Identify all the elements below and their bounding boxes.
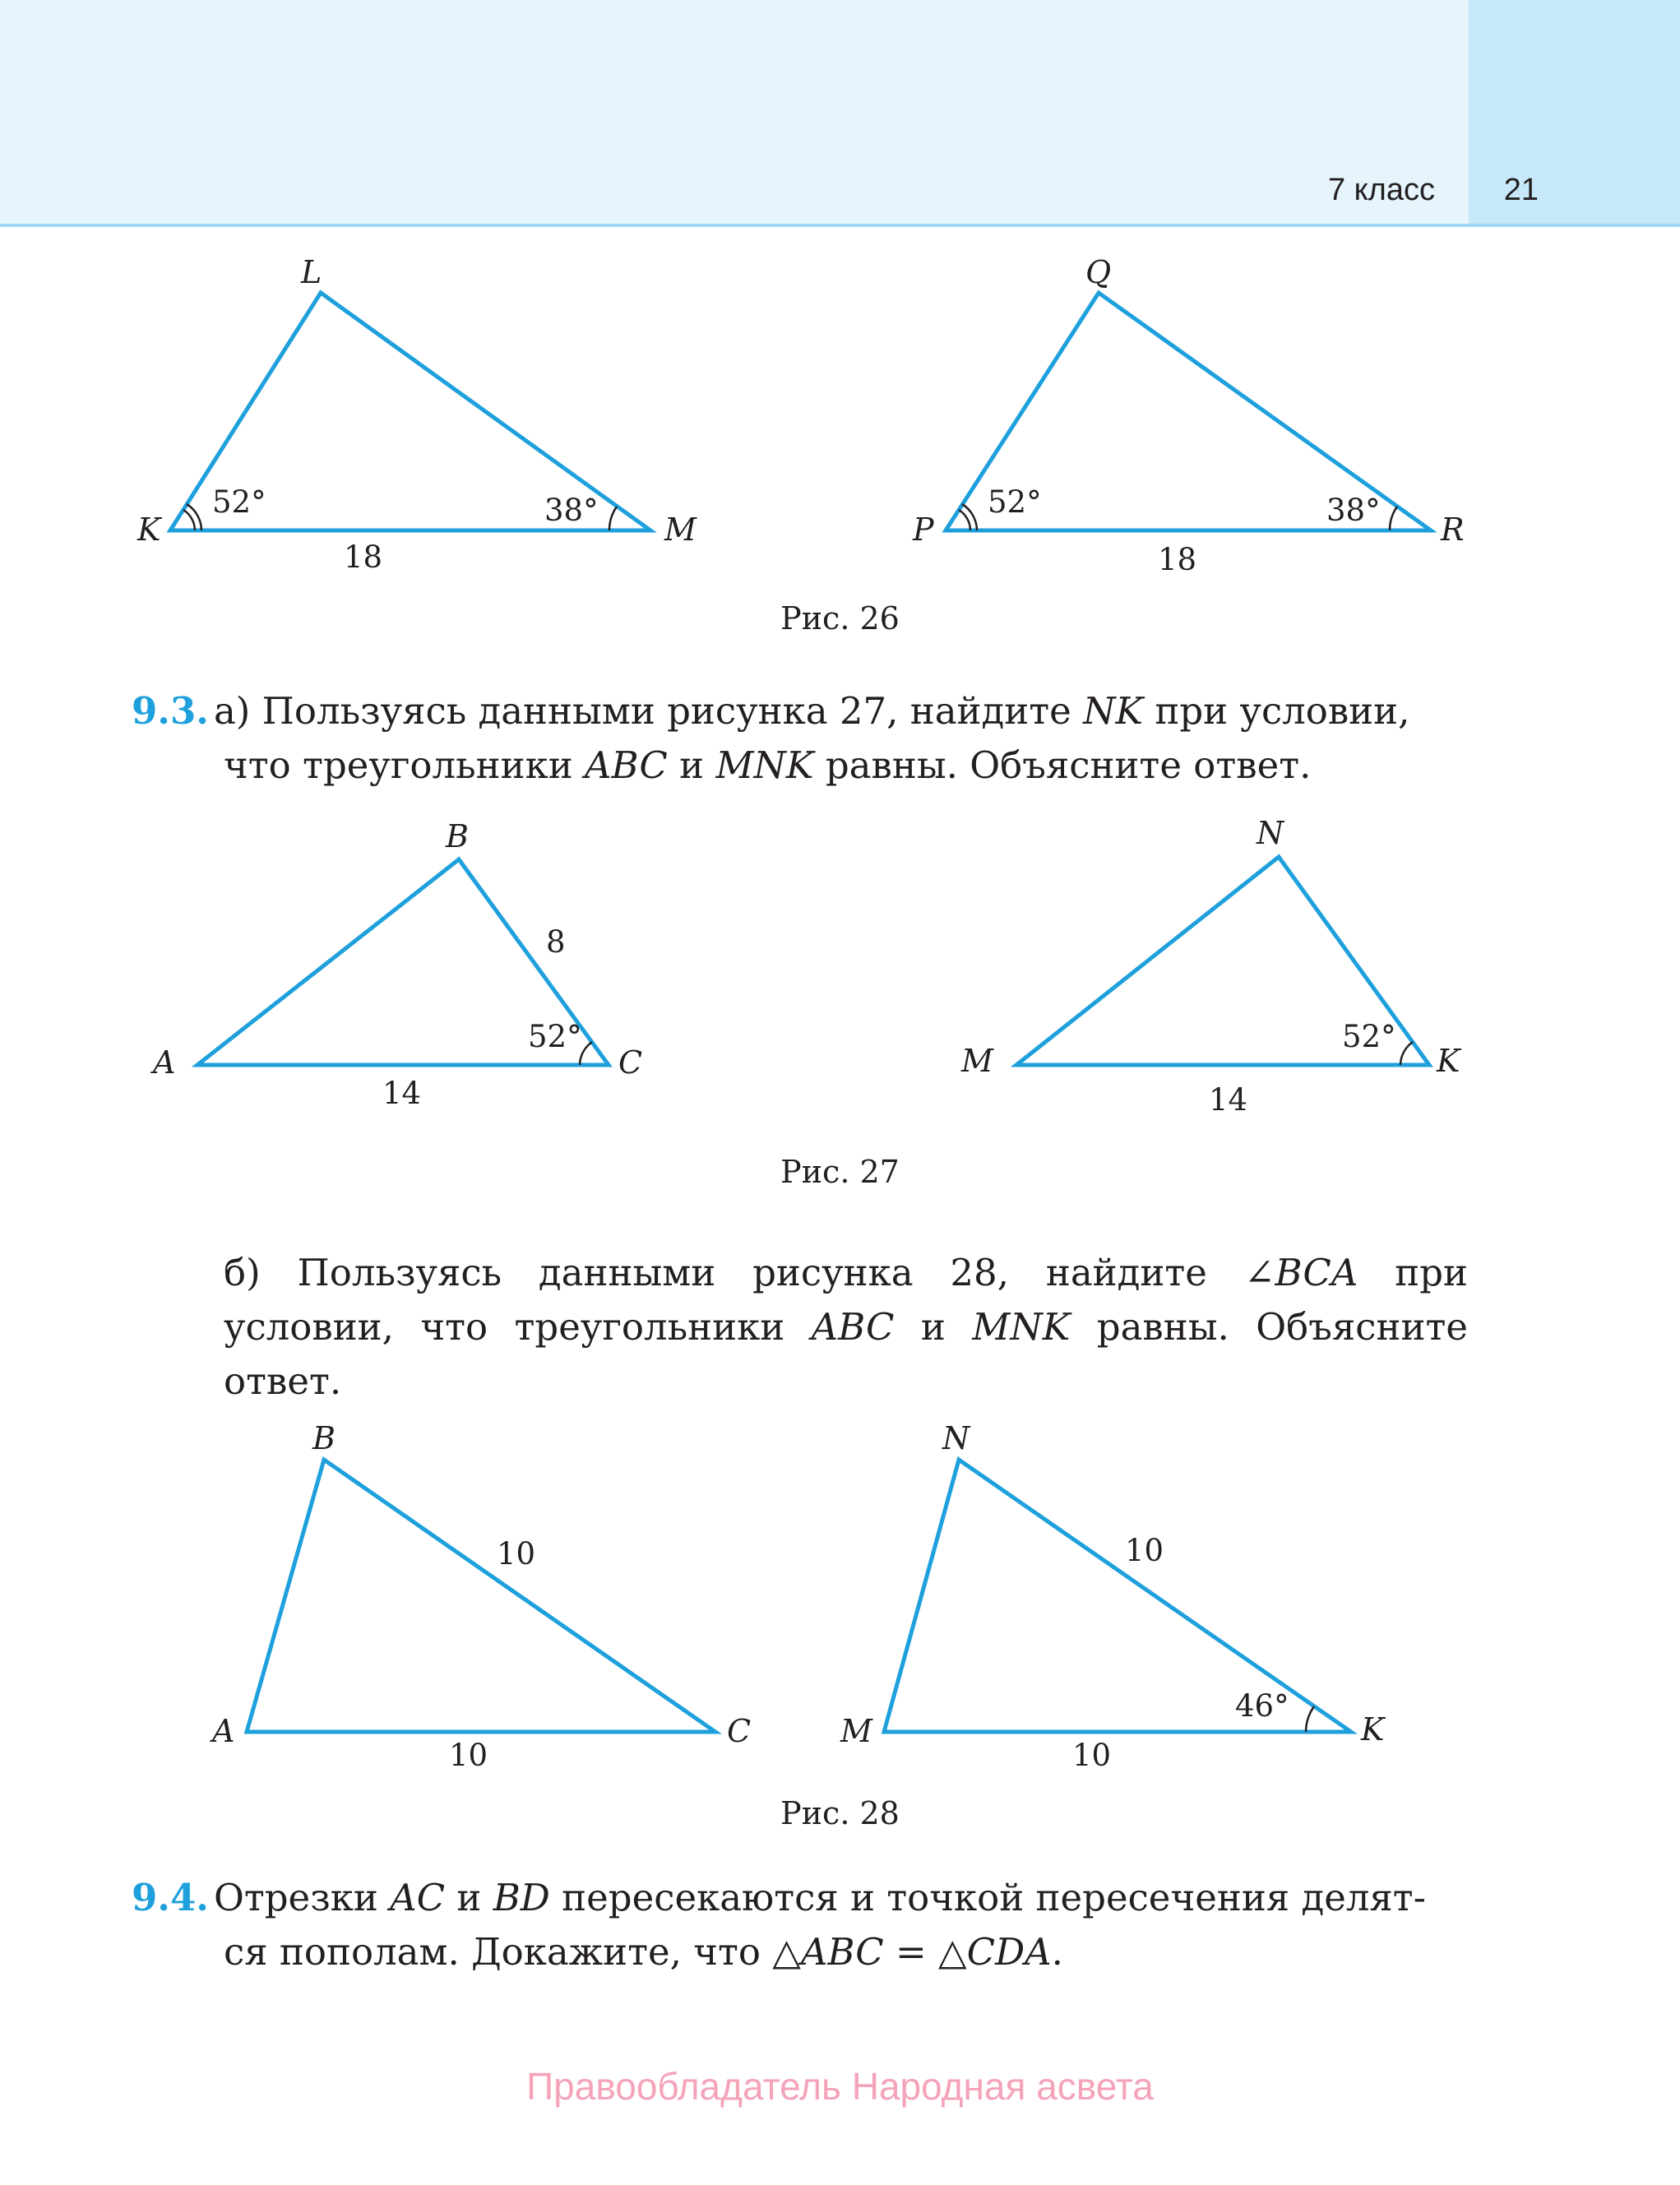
figure-28-diagram bbox=[0, 1414, 1680, 1785]
figure-28-caption: Рис. 28 bbox=[780, 1795, 900, 1831]
vertex-c-label: C bbox=[618, 1044, 643, 1081]
vertex-k-label: K bbox=[1361, 1711, 1385, 1748]
side-nk-length: 10 bbox=[1125, 1533, 1164, 1568]
figure-27 bbox=[0, 814, 1680, 1127]
angle-p-arc-inner bbox=[959, 510, 970, 530]
triangle-klm bbox=[137, 254, 697, 575]
side-pr-length: 18 bbox=[1158, 542, 1197, 577]
figure-26 bbox=[0, 247, 1680, 592]
vertex-l-label: L bbox=[301, 254, 322, 290]
side-km-length: 18 bbox=[344, 539, 383, 575]
angle-p-value: 52° bbox=[988, 484, 1042, 520]
triangle-pqr bbox=[912, 254, 1465, 577]
task-number: 9.3. bbox=[132, 689, 209, 733]
task-9-4-line1: 9.4. Отрезки AC и BD пересекаются и точкой пересечения делят- bbox=[132, 1876, 1426, 1919]
side-ac-length: 10 bbox=[449, 1738, 488, 1773]
task-9-3b-line3: ответ. bbox=[224, 1359, 342, 1403]
angle-k-arc bbox=[1400, 1042, 1413, 1065]
angle-k-arc-inner bbox=[183, 510, 195, 530]
task-9-3a-line1: 9.3. а) Пользуясь данными рисунка 27, найдите NK при условии, bbox=[132, 689, 1410, 733]
task-9-3a-line2: что треугольники ABC и MNK равны. Объясните ответ. bbox=[224, 743, 1312, 787]
vertex-a-label: A bbox=[153, 1044, 176, 1081]
vertex-n-label: N bbox=[942, 1420, 970, 1456]
header-rule bbox=[0, 224, 1680, 227]
figure-26-caption: Рис. 26 bbox=[780, 600, 900, 637]
vertex-r-label: R bbox=[1441, 512, 1465, 548]
vertex-m-label: M bbox=[840, 1713, 872, 1749]
side-mk-length: 14 bbox=[1209, 1082, 1248, 1118]
vertex-p-label: P bbox=[913, 512, 934, 548]
task-9-3b-line2: условии, что треугольники ABC и MNK равны. Объясните bbox=[224, 1305, 1468, 1349]
angle-c-value: 52° bbox=[528, 1019, 582, 1054]
vertex-c-label: C bbox=[727, 1713, 752, 1749]
task-9-3a bbox=[132, 684, 1468, 793]
triangle-mnk-28 bbox=[840, 1420, 1386, 1773]
task-9-4-line2: ся пополам. Докажите, что △ABC = △CDA. bbox=[224, 1930, 1063, 1974]
vertex-a-label: A bbox=[212, 1713, 235, 1749]
copyright-watermark: Правообладатель Народная асвета bbox=[526, 2065, 1154, 2108]
side-bc-length: 10 bbox=[497, 1536, 536, 1572]
task-9-4 bbox=[132, 1871, 1468, 1979]
angle-k-value: 52° bbox=[1342, 1019, 1396, 1054]
figure-26-diagram bbox=[0, 247, 1680, 592]
figure-27-caption: Рис. 27 bbox=[780, 1154, 900, 1190]
angle-r-value: 38° bbox=[1326, 493, 1381, 528]
vertex-q-label: Q bbox=[1085, 254, 1112, 290]
triangle-abc-28-outline bbox=[247, 1460, 715, 1732]
angle-r-arc bbox=[1390, 507, 1397, 530]
page-number: 21 bbox=[1503, 173, 1539, 207]
vertex-m-label: M bbox=[664, 512, 697, 548]
grade-label: 7 класс bbox=[1327, 173, 1435, 207]
task-9-3b-line1: б) Пользуясь данными рисунка 28, найдите ∠BCA при bbox=[224, 1251, 1468, 1294]
triangle-abc-28 bbox=[210, 1420, 751, 1773]
vertex-b-label: B bbox=[312, 1420, 336, 1456]
vertex-b-label: B bbox=[446, 818, 469, 854]
figure-28 bbox=[0, 1414, 1680, 1785]
angle-k-value: 46° bbox=[1235, 1688, 1289, 1724]
task-9-3b bbox=[132, 1246, 1468, 1409]
side-bc-length: 8 bbox=[546, 924, 566, 960]
side-ac-length: 14 bbox=[382, 1076, 422, 1111]
task-number: 9.4. bbox=[132, 1876, 209, 1919]
side-mk-length: 10 bbox=[1072, 1738, 1112, 1773]
angle-k-value: 52° bbox=[212, 484, 266, 520]
triangle-mnk-27 bbox=[960, 815, 1462, 1118]
triangle-abc-27 bbox=[150, 818, 642, 1111]
vertex-n-label: N bbox=[1257, 815, 1284, 851]
figure-27-diagram bbox=[0, 814, 1680, 1127]
vertex-k-label: K bbox=[137, 512, 161, 548]
angle-m-value: 38° bbox=[544, 493, 599, 528]
vertex-k-label: K bbox=[1437, 1043, 1460, 1079]
vertex-m-label: M bbox=[961, 1043, 993, 1079]
angle-k-arc bbox=[1306, 1706, 1314, 1732]
angle-m-arc bbox=[609, 507, 617, 530]
